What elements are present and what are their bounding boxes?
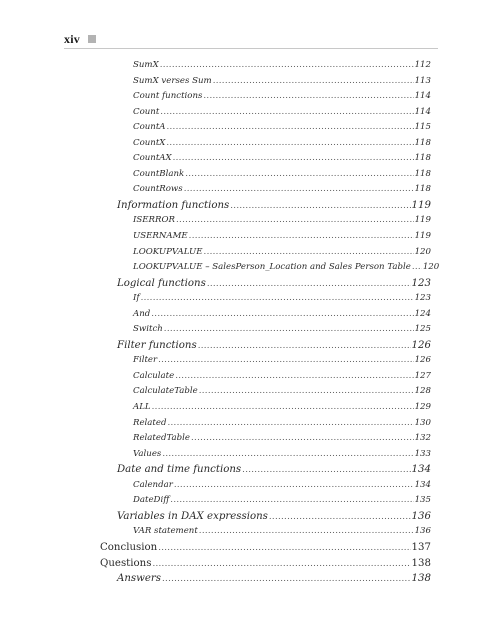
toc-dot-leader	[152, 558, 410, 569]
toc-dot-leader	[175, 371, 413, 381]
toc-entry-page-number: 120	[414, 246, 431, 257]
toc-entry-title: Logical functions	[117, 277, 206, 289]
toc-entry-title: LOOKUPVALUE – SalesPerson_Location and Sales Person Table	[133, 262, 411, 273]
toc-entry-page-number: 118	[414, 153, 431, 164]
toc-entry[interactable]	[117, 278, 431, 294]
toc-entry-page-number: 127	[414, 370, 431, 381]
toc-entry[interactable]	[117, 464, 431, 480]
toc-entry-page-number: 136	[411, 510, 431, 522]
toc-entry[interactable]	[133, 60, 431, 76]
toc-dot-leader	[242, 464, 410, 475]
toc-dot-leader	[412, 262, 422, 272]
toc-entry-title: CalculateTable	[133, 386, 198, 397]
toc-entry[interactable]	[133, 386, 431, 402]
toc-entry-title: CountAX	[133, 153, 172, 164]
toc-dot-leader	[185, 169, 413, 179]
toc-entry[interactable]	[117, 340, 431, 356]
toc-entry-page-number: 130	[414, 417, 431, 428]
toc-dot-leader	[162, 573, 411, 584]
toc-dot-leader	[269, 511, 411, 522]
toc-entry-title: Conclusion	[100, 541, 158, 553]
toc-dot-leader	[151, 309, 413, 319]
toc-dot-leader	[198, 340, 411, 351]
toc-dot-leader	[176, 215, 414, 225]
toc-dot-leader	[160, 60, 414, 70]
toc-entry-page-number: 115	[414, 122, 431, 133]
toc-entry-title: Related	[133, 417, 167, 428]
toc-entry-page-number: 125	[414, 324, 431, 335]
toc-entry[interactable]	[133, 449, 431, 465]
toc-entry-title: VAR statement	[133, 526, 198, 537]
toc-dot-leader	[162, 449, 413, 459]
toc-dot-leader	[203, 91, 413, 101]
toc-entry[interactable]	[133, 355, 431, 371]
toc-entry[interactable]	[133, 480, 431, 496]
toc-dot-leader	[191, 433, 414, 443]
toc-entry-title: ALL	[133, 402, 151, 413]
page-number: xiv	[64, 31, 80, 46]
toc-entry[interactable]	[133, 247, 431, 263]
toc-entry-title: RelatedTable	[133, 433, 190, 444]
toc-dot-leader	[166, 122, 413, 132]
toc-entry-title: Date and time functions	[117, 464, 242, 476]
toc-entry-page-number: 119	[414, 231, 431, 242]
toc-entry[interactable]	[133, 324, 431, 340]
toc-entry-page-number: 112	[414, 60, 431, 70]
toc-dot-leader	[213, 76, 414, 86]
toc-dot-leader	[199, 386, 414, 396]
toc-entry-page-number: 129	[414, 402, 431, 413]
toc-entry-title: ISERROR	[133, 215, 176, 226]
toc-entry-title: Variables in DAX expressions	[117, 510, 268, 522]
toc-entry[interactable]	[133, 526, 431, 542]
toc-entry-page-number: 126	[411, 339, 431, 351]
toc-entry-page-number: 123	[414, 293, 431, 304]
toc-entry[interactable]	[133, 495, 431, 511]
toc-entry-page-number: 132	[414, 433, 431, 444]
toc-entry[interactable]	[133, 169, 431, 185]
toc-entry-page-number: 114	[414, 91, 431, 102]
toc-dot-leader	[207, 278, 411, 289]
toc-entry-page-number: 114	[414, 106, 431, 117]
toc-entry[interactable]	[100, 558, 431, 574]
toc-entry-page-number: 123	[411, 277, 431, 289]
toc-dot-leader	[158, 355, 413, 365]
toc-entry-title: DateDiff	[133, 495, 170, 506]
toc-dot-leader	[141, 293, 414, 303]
toc-entry-page-number: 128	[414, 386, 431, 397]
toc-entry-page-number: 113	[414, 75, 431, 86]
toc-entry-page-number: 119	[411, 199, 431, 211]
toc-entry-title: CountRows	[133, 184, 183, 195]
toc-entry[interactable]	[117, 511, 431, 527]
toc-entry[interactable]	[133, 153, 431, 169]
toc-entry[interactable]	[117, 573, 431, 589]
toc-dot-leader	[204, 247, 414, 257]
toc-entry-page-number: 119	[414, 215, 431, 226]
toc-entry[interactable]	[133, 293, 431, 309]
toc-entry[interactable]	[133, 262, 440, 278]
toc-entry-page-number: 136	[414, 526, 431, 537]
toc-entry-title: Count	[133, 106, 160, 117]
toc-entry-page-number: 135	[414, 495, 431, 506]
toc-dot-leader	[189, 231, 414, 241]
toc-entry[interactable]	[133, 309, 431, 325]
toc-entry[interactable]	[133, 138, 431, 154]
toc-entry-page-number: 134	[411, 464, 431, 476]
header-square-icon	[88, 35, 96, 43]
toc-dot-leader	[199, 526, 414, 536]
toc-entry[interactable]	[133, 371, 431, 387]
toc-dot-leader	[158, 542, 410, 553]
toc-dot-leader	[173, 153, 414, 163]
toc-entry[interactable]	[133, 418, 431, 434]
toc-entry-title: SumX	[133, 60, 159, 70]
page-header	[64, 32, 438, 46]
toc-entry-title: USERNAME	[133, 231, 188, 242]
toc-dot-leader	[184, 184, 414, 194]
toc-entry-title: Count functions	[133, 91, 203, 102]
toc-entry[interactable]	[133, 215, 431, 231]
toc-entry-page-number: 138	[411, 573, 431, 585]
toc-dot-leader	[174, 480, 414, 490]
toc-entry-page-number: 118	[414, 168, 431, 179]
toc-entry-title: Values	[133, 448, 162, 459]
toc-entry-title: LOOKUPVALUE	[133, 246, 203, 257]
toc-entry-title: Filter functions	[117, 339, 197, 351]
toc-entry-title: CountBlank	[133, 168, 185, 179]
toc-entry-page-number: 133	[414, 448, 431, 459]
table-of-contents	[0, 60, 500, 589]
toc-entry-page-number: 120	[422, 262, 440, 273]
toc-dot-leader	[160, 107, 413, 117]
toc-entry[interactable]	[133, 107, 431, 123]
toc-entry[interactable]	[133, 184, 431, 200]
toc-entry[interactable]	[133, 231, 431, 247]
toc-entry-title: Filter	[133, 355, 158, 366]
toc-entry-title: SumX verses Sum	[133, 75, 212, 86]
toc-entry[interactable]	[133, 76, 431, 92]
toc-entry-page-number: 118	[414, 184, 431, 195]
toc-entry[interactable]	[133, 122, 431, 138]
toc-entry-page-number: 138	[411, 557, 431, 569]
toc-entry-title: Switch	[133, 324, 163, 335]
toc-entry-page-number: 118	[414, 137, 431, 148]
toc-entry-title: Questions	[100, 557, 152, 569]
toc-entry[interactable]	[100, 542, 431, 558]
toc-entry-title: And	[133, 308, 151, 319]
toc-dot-leader	[170, 495, 413, 505]
toc-entry-title: Calculate	[133, 370, 175, 381]
toc-entry[interactable]	[117, 200, 431, 216]
toc-dot-leader	[164, 324, 414, 334]
toc-entry[interactable]	[133, 91, 431, 107]
toc-entry-page-number: 137	[411, 541, 431, 553]
toc-entry-title: CountX	[133, 137, 166, 148]
toc-entry-page-number: 126	[414, 355, 431, 366]
toc-entry-title: If	[133, 293, 140, 304]
toc-dot-leader	[166, 138, 413, 148]
toc-entry-title: Calendar	[133, 479, 173, 490]
header-divider	[64, 48, 438, 49]
toc-entry[interactable]	[133, 402, 431, 418]
toc-entry-page-number: 124	[414, 308, 431, 319]
toc-entry-page-number: 134	[414, 479, 431, 490]
toc-entry-title: CountA	[133, 122, 166, 133]
toc-dot-leader	[167, 418, 413, 428]
toc-dot-leader	[230, 200, 410, 211]
toc-entry-title: Answers	[117, 573, 161, 585]
toc-dot-leader	[152, 402, 414, 412]
toc-entry-title: Information functions	[117, 199, 230, 211]
toc-entry[interactable]	[133, 433, 431, 449]
